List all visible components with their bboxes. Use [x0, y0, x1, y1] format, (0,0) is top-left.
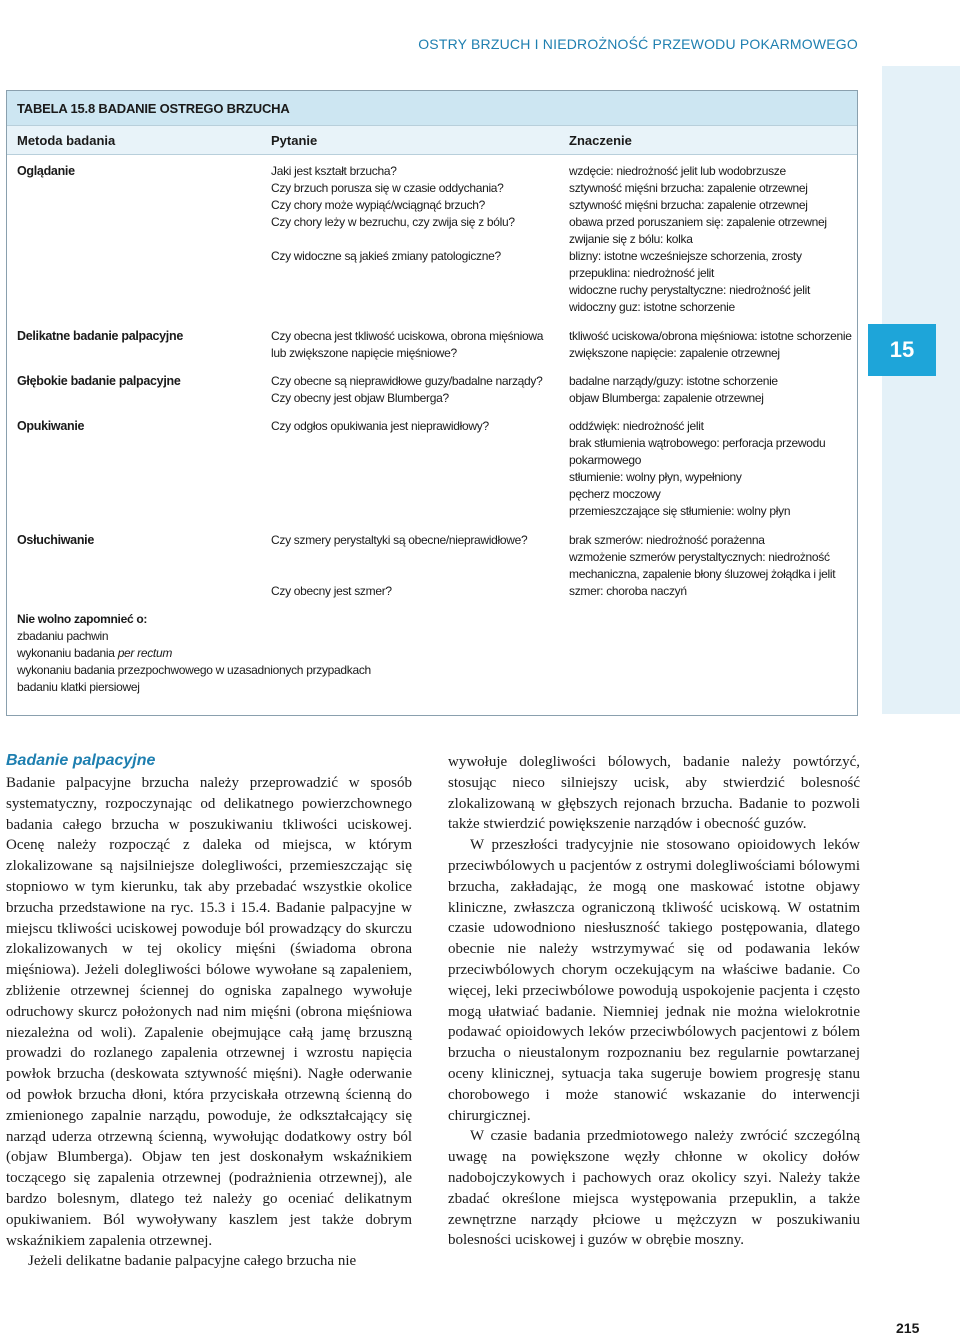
row-method: Osłuchiwanie: [17, 533, 94, 547]
meaning-line: obawa przed poruszaniem się: zapalenie otrzewnej: [569, 215, 827, 229]
running-title: OSTRY BRZUCH I NIEDROŻNOŚĆ PRZEWODU POKARMOWEGO: [418, 36, 858, 52]
paragraph: W czasie badania przedmiotowego należy zwrócić szczególną uwagę na powiększone węzły chłonne w okolicy dołów nadobojczykowych i pachowych oraz okolicy szyi. Należy także zbadać określone miejsca występowania przepuklin, a także zewnętrzne narządy płciowe u mężczyzn w poszukiwaniu bolesności uciskowej i guzów w obrębie moszny.: [448, 1128, 860, 1249]
row-questions: [271, 418, 556, 435]
meaning-line: stłumienie: wolny płyn, wypełniony: [569, 470, 742, 484]
article-column-right: [448, 752, 860, 1251]
meaning-line: wzdęcie: niedrożność jelit lub wodobrzusze: [569, 164, 786, 178]
table-title: TABELA 15.8 BADANIE OSTREGO BRZUCHA: [7, 91, 857, 125]
meaning-line: zwiększone napięcie: zapalenie otrzewnej: [569, 346, 780, 360]
note-item: zbadaniu pachwin: [17, 629, 109, 643]
row-questions: [271, 163, 556, 265]
meaning-line: przemieszczające się stłumienie: wolny płyn: [569, 504, 791, 518]
meaning-line: przepuklina: niedrożność jelit: [569, 266, 715, 280]
meaning-line: brak szmerów: niedrożność porażenna: [569, 533, 765, 547]
meaning-line: sztywność mięśni brzucha: zapalenie otrzewnej: [569, 198, 808, 212]
paragraph: W przeszłości tradycyjnie nie stosowano opioidowych leków przeciwbólowych u pacjentów z ostrymi dolegliwościami bólowymi brzucha, zakładając, że mogą one maskować istotne objawy kliniczne, zwłaszcza ograniczoną tkliwość uciskową. W ostatnim czasie udowodniono niesłuszność takiego postępowania, dlatego obecnie nie należy wstrzymywać się od podawania leków przeciwbólowych chorym oczekującym na właściwe badanie. Co więcej, leki przeciwbólowe powodują uspokojenie pacjenta i często mogą ułatwiać badanie. Niemniej jednak nie można wielokrotnie podawać opioidowych leków przeciwbólowych pacjentowi z bólem brzucha o nieustalonym rozpoznaniu bez regularnie powtarzanej oceny klinicznej, sytuacja taka sugeruje bowiem progresję stanu chorobowego i może stanowić wskazanie do interwencji chirurgicznej.: [448, 837, 860, 1124]
question-line: Czy chory leży w bezruchu, czy zwija się z bólu?: [271, 215, 515, 229]
question-line: Czy obecne są nieprawidłowe guzy/badalne narządy?: [271, 374, 543, 388]
meaning-line: wzmożenie szmerów perystaltycznych: niedrożność: [569, 550, 830, 564]
meaning-line: badalne narządy/guzy: istotne schorzenie: [569, 374, 778, 388]
meaning-line: widoczne ruchy perystaltyczne: niedrożność jelit: [569, 283, 811, 297]
row-meanings: [569, 532, 854, 600]
note-item-text: wykonaniu badania: [17, 646, 118, 660]
question-line: lub zwiększone napięcie mięśniowe?: [271, 346, 457, 360]
row-questions: [271, 532, 556, 600]
page-header: [0, 0, 960, 70]
question-line: Czy brzuch porusza się w czasie oddychania?: [271, 181, 504, 195]
row-questions: [271, 373, 556, 407]
question-line: Czy chory może wypiąć/wciągnąć brzuch?: [271, 198, 486, 212]
question-spacer: [271, 231, 556, 248]
note-item: wykonaniu badania przezpochwowego w uzasadnionych przypadkach: [17, 663, 371, 677]
meaning-line: blizny: istotne wcześniejsze schorzenia, zrosty: [569, 249, 802, 263]
paragraph: Badanie palpacyjne brzucha należy przeprowadzić w sposób systematyczny, rozpoczynając od delikatnego powierzchownego badania całego brzucha w poszukiwaniu tkliwości uciskowej. Ocenę należy rozpocząć z daleka od miejsca, w którym zlokalizowane są najsilniejsze dolegliwości, przemieszczając się stopniowo w tym kierunku, tak aby przebadać wszystkie okolice brzucha przedstawione na ryc. 15.3 i 15.4. Badanie palpacyjne w miejscu tkliwości uciskowej powoduje ból prowadzący do skurczu zlokalizowanych w tej okolicy mięśni (świadoma obrona mięśniowa). Jeżeli dolegliwości bólowe wywołane są zapaleniem, zbliżenie otrzewnej ściennej do ogniska zapalnego wywołuje odruchowy skurcz położonych nad nim mięśni (obrona mięśniowa niezależna od woli). Zapalenie obejmujące całą jamę brzuszną prowadzi do rozlanego zapalenia otrzewnej i wzrostu napięcia powłok brzucha (deskowata sztywność mięśni). Nagłe oderwanie od powłok brzucha dłoni, która przyciskała otrzewną ścienną do zmienionego zapalnie narządu, powoduje, że odkształcający się narząd uderza otrzewną ścienną, wywołując dodatkowy ostry ból (objaw Blumberga). Objaw ten jest doskonałym wskaźnikiem toczącego się zapalenia otrzewnej (podrażnienia otrzewnej), ale bardzo bolesnym, dlatego też należy go oceniać delikatnym opukiwaniem. Ból wywoływany kaszlem jest także dobrym wskaźnikiem zapalenia otrzewnej.: [6, 775, 412, 1249]
meaning-line: sztywność mięśni brzucha: zapalenie otrzewnej: [569, 181, 808, 195]
side-strip: [882, 66, 960, 714]
question-line: Czy obecny jest objaw Blumberga?: [271, 391, 449, 405]
question-spacer: [271, 549, 556, 583]
note-item: badaniu klatki piersiowej: [17, 680, 140, 694]
question-line: Jaki jest kształt brzucha?: [271, 164, 397, 178]
meaning-line: zwijanie się z bólu: kolka: [569, 232, 693, 246]
column-header-question: Pytanie: [271, 133, 318, 148]
meaning-line: szmer: choroba naczyń: [569, 584, 687, 598]
row-questions: [271, 328, 556, 362]
note-item-italic: per rectum: [117, 646, 173, 660]
meaning-line: oddźwięk: niedrożność jelit: [569, 419, 704, 433]
meaning-line: objaw Blumberga: zapalenie otrzewnej: [569, 391, 764, 405]
row-method: Delikatne badanie palpacyjne: [17, 329, 183, 343]
question-line: Czy szmery perystaltyki są obecne/nieprawidłowe?: [271, 533, 528, 547]
meaning-line: mechaniczna, zapalenie błony śluzowej żołądka i jelit: [569, 567, 836, 581]
note-item: [17, 645, 371, 662]
meaning-line: brak stłumienia wątrobowego: perforacja przewodu: [569, 436, 826, 450]
table-header: [7, 125, 857, 155]
meaning-line: widoczny guz: istotne schorzenie: [569, 300, 735, 314]
row-meanings: [569, 163, 854, 316]
row-method: Opukiwanie: [17, 419, 85, 433]
column-header-method: Metoda badania: [17, 133, 116, 148]
meaning-line: tkliwość uciskowa/obrona mięśniowa: istotne schorzenie: [569, 329, 852, 343]
article-column-left: [6, 752, 412, 1272]
paragraph: wywołuje dolegliwości bólowych, badanie należy powtórzyć, stosując nieco silniejszy ucisk, aby stwierdzić bolesność zlokalizowaną w głębszych rejonach brzucha. Badanie to pozwoli także stwierdzić powiększenie narządów i obecność guzów.: [448, 754, 860, 833]
row-meanings: [569, 373, 854, 407]
row-meanings: [569, 328, 854, 362]
question-line: Czy obecna jest tkliwość uciskowa, obrona mięśniowa: [271, 329, 544, 343]
section-heading: Badanie palpacyjne: [6, 752, 156, 769]
meaning-line: pęcherz moczowy: [569, 487, 661, 501]
column-header-meaning: Znaczenie: [569, 133, 632, 148]
question-line: Czy odgłos opukiwania jest nieprawidłowy?: [271, 419, 489, 433]
row-method: Oglądanie: [17, 164, 75, 178]
paragraph: Jeżeli delikatne badanie palpacyjne całego brzucha nie: [28, 1253, 357, 1270]
meaning-line: pokarmowego: [569, 453, 642, 467]
table-note: [17, 611, 371, 696]
note-title: Nie wolno zapomnieć o:: [17, 612, 148, 626]
page-number: 215: [896, 1320, 920, 1336]
question-line: Czy obecny jest szmer?: [271, 584, 392, 598]
row-meanings: [569, 418, 854, 520]
row-method: Głębokie badanie palpacyjne: [17, 374, 181, 388]
table-15-8: [6, 90, 858, 716]
question-line: Czy widoczne są jakieś zmiany patologiczne?: [271, 249, 501, 263]
chapter-tab: 15: [868, 324, 936, 376]
